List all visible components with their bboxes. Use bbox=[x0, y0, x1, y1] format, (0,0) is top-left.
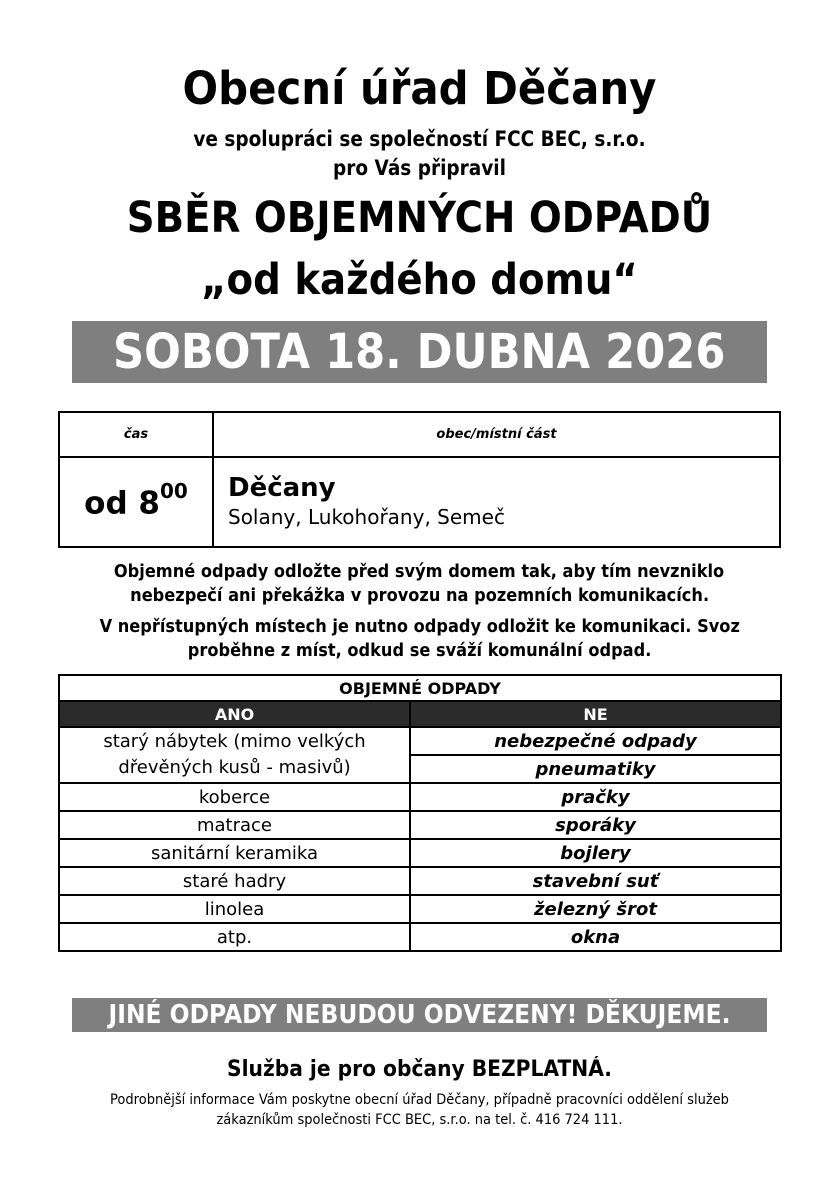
note-paragraph-1 bbox=[0, 560, 839, 608]
time-hour: od 8 bbox=[84, 485, 160, 522]
yes-item-furniture bbox=[59, 727, 410, 783]
table-row bbox=[59, 895, 781, 923]
yes-item-line: dřevěných kusů - masivů) bbox=[118, 757, 351, 778]
col-yes-header: ANO bbox=[59, 701, 410, 727]
warning-banner bbox=[72, 998, 767, 1032]
page-title: Obecní úřad Děčany bbox=[182, 62, 657, 115]
table-row bbox=[59, 923, 781, 951]
note-line: nebezpečí ani překážka v provozu na pozemních komunikacích. bbox=[130, 585, 709, 606]
subtitle-prepared: pro Vás připravil bbox=[333, 156, 506, 180]
note-line: proběhne z míst, odkud se sváží komunální odpad. bbox=[187, 640, 652, 661]
table-row bbox=[59, 783, 781, 811]
no-item: sporáky bbox=[410, 811, 781, 839]
yes-item: koberce bbox=[59, 783, 410, 811]
place-others: Solany, Lukohořany, Semeč bbox=[228, 505, 505, 529]
place-main: Děčany bbox=[228, 473, 336, 503]
subtitle-cooperation: ve spolupráci se společností FCC BEC, s.r.o. bbox=[193, 127, 646, 151]
schedule-header-time: čas bbox=[59, 412, 213, 457]
no-item: nebezpečné odpady bbox=[410, 727, 781, 755]
warning-text: JINÉ ODPADY NEBUDOU ODVEZENY! DĚKUJEME. bbox=[108, 1000, 731, 1030]
table-row bbox=[59, 867, 781, 895]
note-line: Objemné odpady odložte před svým domem tak, aby tím nevzniklo bbox=[114, 561, 725, 582]
schedule-time bbox=[59, 457, 213, 547]
note-line: V nepřístupných místech je nutno odpady odložit ke komunikaci. Svoz bbox=[99, 616, 740, 637]
headline-quote: „od každého domu“ bbox=[201, 255, 638, 305]
schedule-table bbox=[58, 411, 781, 548]
yes-item: atp. bbox=[59, 923, 410, 951]
col-no-header: NE bbox=[410, 701, 781, 727]
info-line-1: Podrobnější informace Vám poskytne obecní úřad Děčany, případně pracovníci oddělení služeb bbox=[110, 1092, 729, 1108]
yes-item-line: starý nábytek (mimo velkých bbox=[103, 731, 366, 752]
date-text: SOBOTA 18. DUBNA 2026 bbox=[113, 324, 726, 380]
schedule-header-place: obec/místní část bbox=[213, 412, 780, 457]
no-item: železný šrot bbox=[410, 895, 781, 923]
yes-item: staré hadry bbox=[59, 867, 410, 895]
table-row bbox=[59, 839, 781, 867]
yes-item: sanitární keramika bbox=[59, 839, 410, 867]
yes-item: matrace bbox=[59, 811, 410, 839]
no-item: okna bbox=[410, 923, 781, 951]
note-paragraph-2 bbox=[0, 615, 839, 663]
waste-table bbox=[58, 674, 782, 952]
table-row bbox=[59, 811, 781, 839]
schedule-place bbox=[213, 457, 780, 547]
no-item: stavební suť bbox=[410, 867, 781, 895]
no-item: pračky bbox=[410, 783, 781, 811]
no-item: pneumatiky bbox=[410, 755, 781, 783]
no-item: bojlery bbox=[410, 839, 781, 867]
free-service-text: Služba je pro občany BEZPLATNÁ. bbox=[227, 1057, 612, 1082]
waste-table-caption: OBJEMNÉ ODPADY bbox=[59, 675, 781, 701]
date-banner bbox=[72, 321, 767, 383]
headline: SBĚR OBJEMNÝCH ODPADŮ bbox=[126, 193, 713, 243]
yes-item: linolea bbox=[59, 895, 410, 923]
info-line-2: zákazníkům společnosti FCC BEC, s.r.o. na tel. č. 416 724 111. bbox=[216, 1112, 623, 1128]
time-minutes: 00 bbox=[160, 478, 188, 503]
